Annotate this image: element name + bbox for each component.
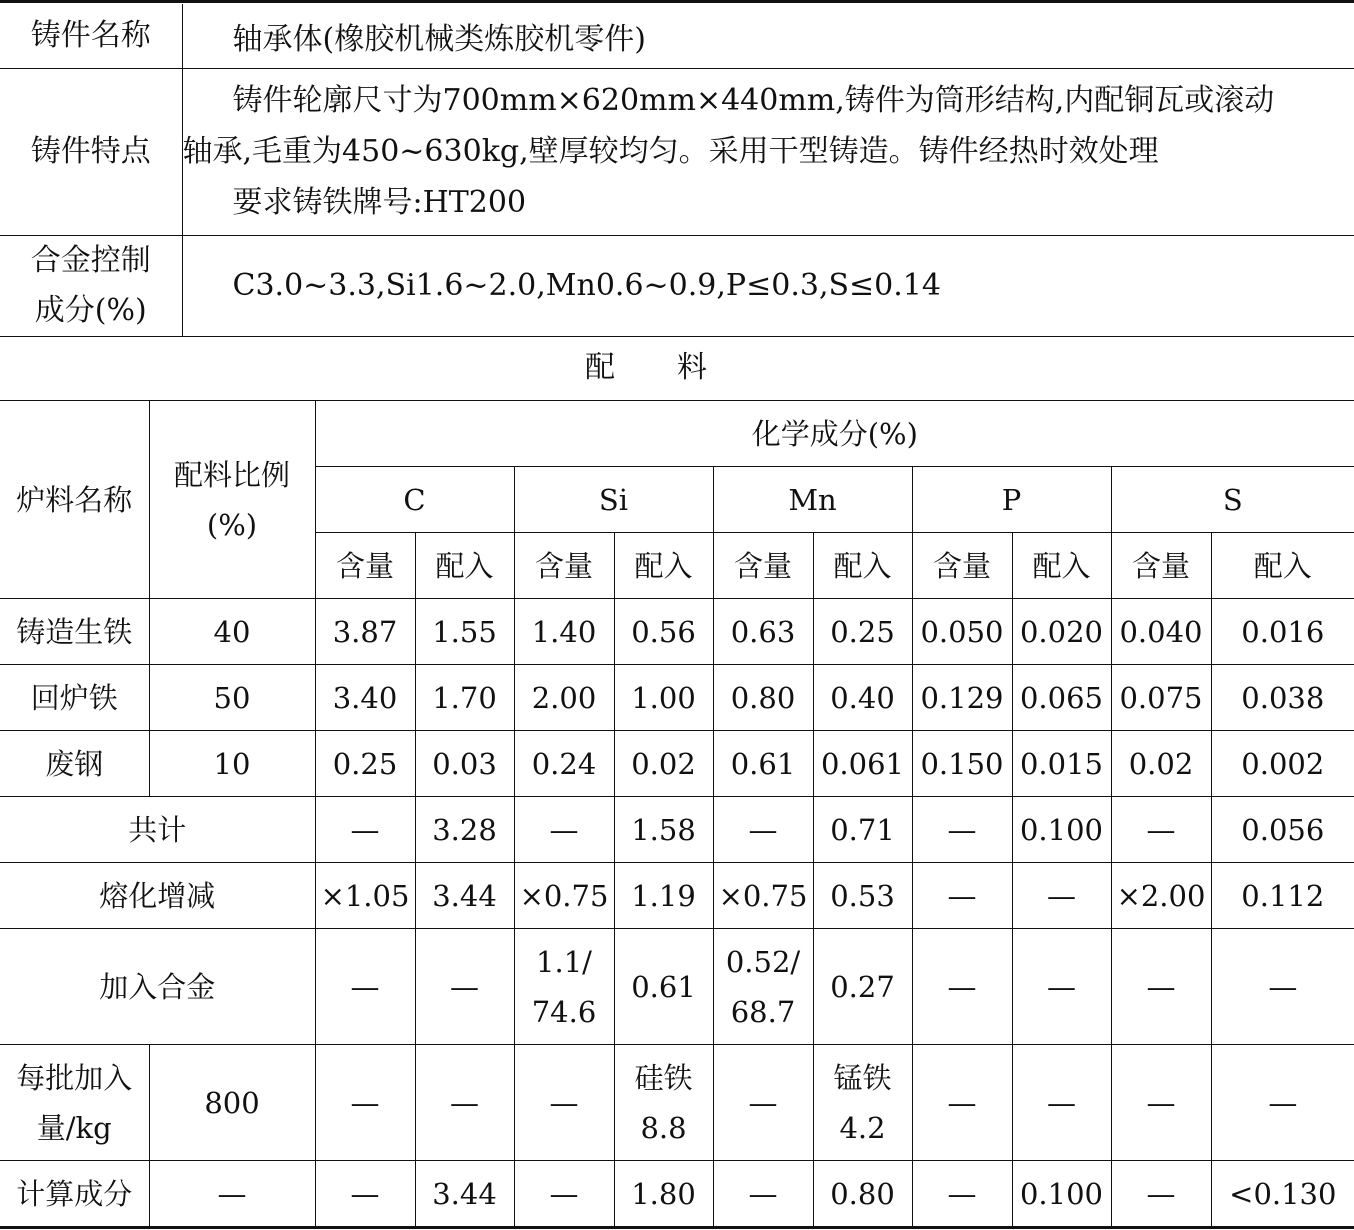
table-cell: ×2.00	[1111, 863, 1211, 929]
ratio-cell: 50	[149, 665, 315, 731]
table-cell: 0.040	[1111, 599, 1211, 665]
table-cell: —	[315, 1161, 415, 1227]
table-cell: 1.55	[415, 599, 514, 665]
melt-row	[0, 863, 1354, 929]
table-cell: 0.075	[1111, 665, 1211, 731]
table-cell: 0.129	[912, 665, 1012, 731]
alloy-add-label: 加入合金	[0, 929, 315, 1045]
table-cell: 0.52/ 68.7	[713, 929, 813, 1045]
casting-name-label: 铸件名称	[0, 4, 182, 68]
per-batch-row	[0, 1045, 1354, 1161]
table-cell: 0.63	[713, 599, 813, 665]
table-cell: 0.71	[813, 797, 912, 863]
table-cell: <0.130	[1211, 1161, 1354, 1227]
table-cell: 0.016	[1211, 599, 1354, 665]
casting-features-row	[0, 68, 1354, 235]
table-cell: —	[912, 797, 1012, 863]
table-cell: —	[514, 1161, 614, 1227]
table-cell: 1.00	[614, 665, 713, 731]
ratio-cell: 10	[149, 731, 315, 797]
table-cell: 0.61	[614, 929, 713, 1045]
table-cell: 0.80	[713, 665, 813, 731]
content-header: 含量	[912, 533, 1012, 599]
table-cell: —	[1111, 797, 1211, 863]
table-cell: —	[912, 863, 1012, 929]
table-cell: 3.40	[315, 665, 415, 731]
table-cell: —	[713, 797, 813, 863]
alloy-control-row	[0, 235, 1354, 336]
table-cell: —	[1111, 929, 1211, 1045]
added-header: 配入	[813, 533, 912, 599]
table-cell: 0.150	[912, 731, 1012, 797]
table-cell: 2.00	[514, 665, 614, 731]
table-cell: 0.56	[614, 599, 713, 665]
table-cell: 锰铁 4.2	[813, 1045, 912, 1161]
table-cell: —	[1211, 1045, 1354, 1161]
table-cell: 3.28	[415, 797, 514, 863]
table-cell: 0.056	[1211, 797, 1354, 863]
table-cell: 0.53	[813, 863, 912, 929]
per-batch-label: 每批加入 量/kg	[0, 1045, 149, 1161]
row-label: 回炉铁	[0, 665, 149, 731]
added-header: 配入	[1012, 533, 1111, 599]
charge-name-header: 炉料名称	[0, 401, 149, 599]
element-header-si: Si	[514, 467, 713, 533]
casting-name-row	[0, 4, 1354, 68]
table-cell: 3.87	[315, 599, 415, 665]
table-cell: 0.25	[315, 731, 415, 797]
row-label: 废钢	[0, 731, 149, 797]
features-line-2: 轴承,毛重为450~630kg,壁厚较均匀。采用干型铸造。铸件经热时效处理	[182, 134, 1159, 169]
table-cell: —	[315, 929, 415, 1045]
table-cell: 3.44	[415, 1161, 514, 1227]
table-cell: 3.44	[415, 863, 514, 929]
table-cell: 0.25	[813, 599, 912, 665]
table-cell: —	[415, 1045, 514, 1161]
table-cell: —	[514, 797, 614, 863]
table-cell: 0.03	[415, 731, 514, 797]
alloy-control-value: C3.0~3.3,Si1.6~2.0,Mn0.6~0.9,P≤0.3,S≤0.14	[232, 268, 941, 303]
element-header-c: C	[315, 467, 514, 533]
table-cell: —	[912, 929, 1012, 1045]
alloy-control-label: 合金控制 成分(%)	[0, 235, 182, 336]
table-cell: —	[1012, 1045, 1111, 1161]
top-rule	[0, 0, 1354, 3]
bottom-rule	[0, 1226, 1354, 1229]
content-header: 含量	[713, 533, 813, 599]
table-cell: —	[514, 1045, 614, 1161]
added-header: 配入	[415, 533, 514, 599]
table-cell: —	[1012, 929, 1111, 1045]
table-cell: 0.40	[813, 665, 912, 731]
ratio-cell: 40	[149, 599, 315, 665]
table-cell: 0.002	[1211, 731, 1354, 797]
requirement-line: 要求铸铁牌号:HT200	[232, 185, 527, 220]
table-row	[0, 599, 1354, 665]
table-cell: —	[415, 929, 514, 1045]
table-cell: —	[713, 1161, 813, 1227]
table-cell: 0.038	[1211, 665, 1354, 731]
alloy-add-row	[0, 929, 1354, 1045]
table-cell: 0.112	[1211, 863, 1354, 929]
table-cell: —	[912, 1161, 1012, 1227]
casting-name-value: 轴承体(橡胶机械类炼胶机零件)	[232, 21, 646, 57]
table-cell: —	[1012, 863, 1111, 929]
element-header-mn: Mn	[713, 467, 912, 533]
table-cell: 0.100	[1012, 1161, 1111, 1227]
table-cell: 0.020	[1012, 599, 1111, 665]
table-cell: —	[912, 1045, 1012, 1161]
element-header-p: P	[912, 467, 1111, 533]
features-line-1: 铸件轮廓尺寸为700mm×620mm×440mm,铸件为筒形结构,内配铜瓦或滚动	[232, 83, 1275, 118]
table-cell: 0.050	[912, 599, 1012, 665]
table-cell: 1.70	[415, 665, 514, 731]
table-cell: 1.40	[514, 599, 614, 665]
table-cell: 1.19	[614, 863, 713, 929]
header-row-1	[0, 401, 1354, 467]
casting-features-label: 铸件特点	[0, 68, 182, 235]
table-cell: —	[1111, 1045, 1211, 1161]
row-label: 铸造生铁	[0, 599, 149, 665]
calc-row	[0, 1161, 1354, 1227]
table-row	[0, 665, 1354, 731]
table-cell: ×1.05	[315, 863, 415, 929]
table-cell: 硅铁 8.8	[614, 1045, 713, 1161]
total-label: 共计	[0, 797, 315, 863]
table-row	[0, 731, 1354, 797]
element-header-s: S	[1111, 467, 1354, 533]
section-title: 配料	[585, 350, 769, 385]
casting-info-table	[0, 4, 1354, 337]
table-cell: ×0.75	[713, 863, 813, 929]
table-cell: 0.02	[614, 731, 713, 797]
table-cell: 1.58	[614, 797, 713, 863]
table-cell: 1.80	[614, 1161, 713, 1227]
table-cell: —	[1211, 929, 1354, 1045]
table-cell: 0.065	[1012, 665, 1111, 731]
total-row	[0, 797, 1354, 863]
charge-table	[0, 400, 1354, 1227]
ratio-cell: 800	[149, 1045, 315, 1161]
table-cell: 0.061	[813, 731, 912, 797]
content-header: 含量	[315, 533, 415, 599]
table-cell: 0.100	[1012, 797, 1111, 863]
table-cell: 1.1/ 74.6	[514, 929, 614, 1045]
ratio-header: 配料比例 (%)	[149, 401, 315, 599]
melt-label: 熔化增减	[0, 863, 315, 929]
table-cell: —	[315, 797, 415, 863]
table-cell: —	[1111, 1161, 1211, 1227]
ratio-cell: —	[149, 1161, 315, 1227]
table-cell: 0.27	[813, 929, 912, 1045]
added-header: 配入	[614, 533, 713, 599]
table-cell: —	[315, 1045, 415, 1161]
content-header: 含量	[1111, 533, 1211, 599]
calc-label: 计算成分	[0, 1161, 149, 1227]
table-cell: 0.61	[713, 731, 813, 797]
table-cell: 0.015	[1012, 731, 1111, 797]
table-cell: 0.02	[1111, 731, 1211, 797]
added-header: 配入	[1211, 533, 1354, 599]
table-cell: ×0.75	[514, 863, 614, 929]
content-header: 含量	[514, 533, 614, 599]
table-cell: —	[713, 1045, 813, 1161]
table-cell: 0.80	[813, 1161, 912, 1227]
chem-header: 化学成分(%)	[315, 401, 1354, 467]
table-cell: 0.24	[514, 731, 614, 797]
